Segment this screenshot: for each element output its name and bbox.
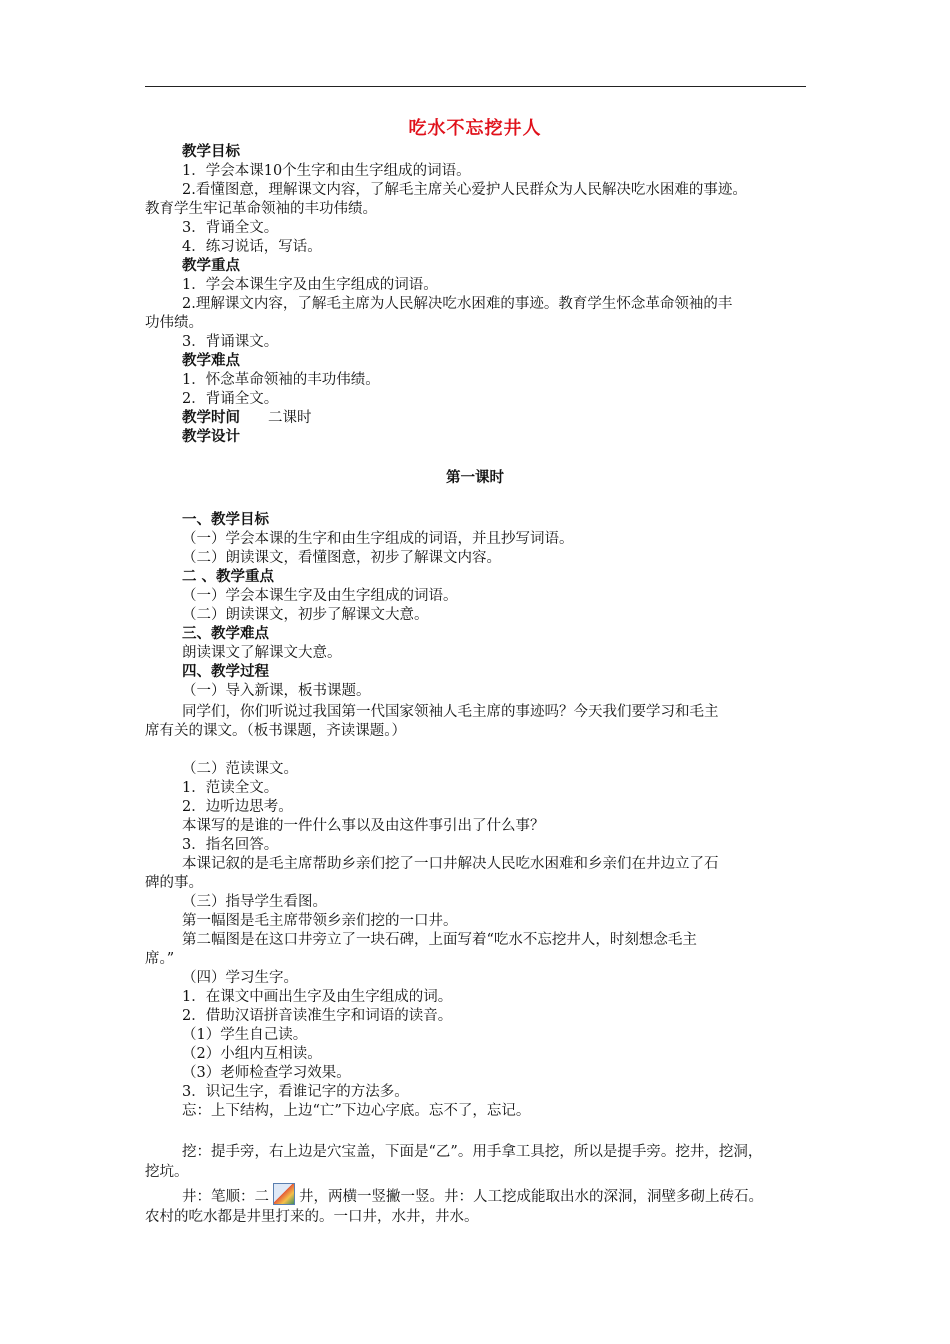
text-line: （一）学会本课的生字和由生字组成的词语，并且抄写词语。 (182, 531, 574, 547)
embedded-image-icon (273, 1183, 295, 1205)
stroke-order-line (182, 1183, 843, 1207)
text-line: 同学们，你们听说过我国第一代国家领袖人毛主席的事迹吗？今天我们要学习和毛主 (182, 704, 719, 720)
heading: 二 、教学重点 (182, 569, 275, 585)
text-line: 4．练习说话，写话。 (182, 239, 322, 255)
heading: 教学时间 (182, 410, 240, 426)
text-line: 挖坑。 (145, 1164, 189, 1180)
heading: 教学目标 (182, 144, 240, 160)
text-line: 1．怀念革命领袖的丰功伟绩。 (182, 372, 380, 388)
text-line: 第一幅图是毛主席带领乡亲们挖的一口井。 (182, 913, 458, 929)
text-line: 碑的事。 (145, 875, 203, 891)
text-line: 功伟绩。 (145, 315, 203, 331)
heading: 教学重点 (182, 258, 240, 274)
text-line: （四）学习生字。 (182, 970, 298, 986)
text-line: （2）小组内互相读。 (182, 1046, 322, 1062)
teaching-time (182, 409, 843, 428)
heading: 四、教学过程 (182, 664, 269, 680)
text-line: 本课写的是谁的一件什么事以及由这件事引出了什么事？ (182, 818, 545, 834)
text-line: （一）导入新课，板书课题。 (182, 683, 371, 699)
text-line: 席。” (145, 951, 175, 967)
text-line: （二）朗读课文，初步了解课文大意。 (182, 607, 429, 623)
text-line: 1．范读全文。 (182, 780, 279, 796)
text-line: 2．边听边思考。 (182, 799, 293, 815)
text-value: 二课时 (268, 410, 312, 426)
text-line: 3．背诵课文。 (182, 334, 279, 350)
text-line: 本课记叙的是毛主席帮助乡亲们挖了一口井解决人民吃水困难和乡亲们在井边立了石 (182, 856, 719, 872)
section-title: 第一课时 (446, 470, 504, 486)
text-line: 1．学会本课生字及由生字组成的词语。 (182, 277, 438, 293)
heading: 教学难点 (182, 353, 240, 369)
text-line: （二）范读课文。 (182, 761, 298, 777)
text-line: （一）学会本课生字及由生字组成的词语。 (182, 588, 458, 604)
text-line: 席有关的课文。（板书课题，齐读课题。） (145, 723, 406, 739)
heading: 三、教学难点 (182, 626, 269, 642)
heading: 一、教学目标 (182, 512, 269, 528)
text-line: 2.理解课文内容，了解毛主席为人民解决吃水困难的事迹。教育学生怀念革命领袖的丰 (182, 296, 733, 312)
text-segment: 井，两横一竖撇一竖。井：人工挖成能取出水的深洞，洞壁多砌上砖石。 (299, 1189, 763, 1205)
text-line: 2．背诵全文。 (182, 391, 279, 407)
text-line: （3）老师检查学习效果。 (182, 1065, 351, 1081)
heading: 教学设计 (182, 429, 240, 445)
text-line: （三）指导学生看图。 (182, 894, 327, 910)
text-line: （二）朗读课文，看懂图意，初步了解课文内容。 (182, 550, 501, 566)
document-title: 吃水不忘挖井人 (408, 118, 542, 139)
text-line: 3．背诵全文。 (182, 220, 279, 236)
text-line: 1．学会本课10个生字和由生字组成的词语。 (182, 163, 471, 179)
text-line: 3．识记生字，看谁记字的方法多。 (182, 1084, 409, 1100)
text-line: 挖：提手旁，右上边是穴宝盖，下面是“乙”。用手拿工具挖，所以是提手旁。挖井，挖洞， (182, 1144, 763, 1160)
text-line: 朗读课文了解课文大意。 (182, 645, 342, 661)
text-line: 2.看懂图意，理解课文内容，了解毛主席关心爱护人民群众为人民解决吃水困难的事迹。 (182, 182, 747, 198)
text-line: 第二幅图是在这口井旁立了一块石碑，上面写着“吃水不忘挖井人，时刻想念毛主 (182, 932, 697, 948)
text-line: 农村的吃水都是井里打来的。一口井，水井，井水。 (145, 1209, 479, 1225)
text-line: 忘：上下结构，上边“亡”下边心字底。忘不了，忘记。 (182, 1103, 531, 1119)
header-rule (145, 86, 806, 87)
text-segment: 井：笔顺：二 (182, 1189, 269, 1205)
text-line: 3．指名回答。 (182, 837, 279, 853)
text-line: 1．在课文中画出生字及由生字组成的词。 (182, 989, 453, 1005)
text-line: 2．借助汉语拼音读准生字和词语的读音。 (182, 1008, 453, 1024)
text-line: 教育学生牢记革命领袖的丰功伟绩。 (145, 201, 377, 217)
text-line: （1）学生自己读。 (182, 1027, 308, 1043)
